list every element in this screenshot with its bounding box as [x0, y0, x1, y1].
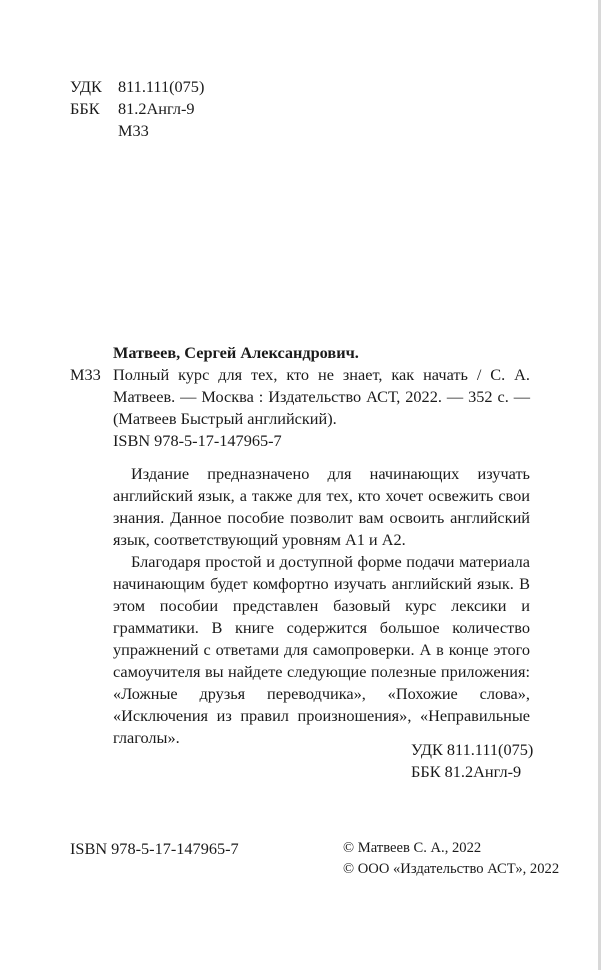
udk-label: УДК — [70, 77, 102, 96]
isbn-bibliographic: ISBN 978-5-17-147965-7 — [113, 431, 282, 450]
copyright-block — [343, 838, 559, 880]
annotation-paragraph-2: Благодаря простой и доступной форме подачи материала начинающим будет комфортно изучать английский язык. В этом пособии представлен базовый курс лексики и грамматики. В книге содержится большое количество упражнений с ответами для самопроверки. А в конце этого самоучителя вы найдете следующие полезные приложения: «Ложные друзья переводчика», «Похожие слова», «Исключения из правил произношения», «Неправильные глаголы». — [113, 552, 530, 747]
annotation — [113, 463, 530, 749]
udk-bottom: УДК 811.111(075) — [411, 740, 534, 759]
bbk-bottom: ББК 81.2Англ-9 — [411, 762, 522, 781]
author-mark-top: М33 — [118, 121, 149, 140]
copyright-author: © Матвеев С. А., 2022 — [343, 840, 482, 856]
author-mark: М33 — [70, 365, 101, 384]
copyright-publisher: © ООО «Издательство АСТ», 2022 — [343, 861, 560, 877]
author-name: Матвеев, Сергей Александрович. — [113, 343, 359, 362]
classification-block-bottom — [411, 739, 533, 783]
annotation-paragraph-1: Издание предназначено для начинающих изучать английский язык, а также для тех, кто хочет освежить свои знания. Данное пособие позволит вам освоить английский язык, соответствующий уровням A1 и A2. — [113, 464, 530, 549]
bbk-label: ББК — [70, 99, 100, 118]
bibliographic-description — [113, 364, 530, 430]
classification-block-top — [70, 76, 204, 142]
description-text: Полный курс для тех, кто не знает, как начать / С. А. Матвеев. — Москва : Издательство АСТ, 2022. — 352 с. — (Матвеев Быстрый английский). — [113, 365, 530, 428]
bbk-value: 81.2Англ-9 — [118, 99, 195, 118]
udk-value: 811.111(075) — [118, 77, 205, 96]
isbn-footer: ISBN 978-5-17-147965-7 — [70, 839, 239, 858]
